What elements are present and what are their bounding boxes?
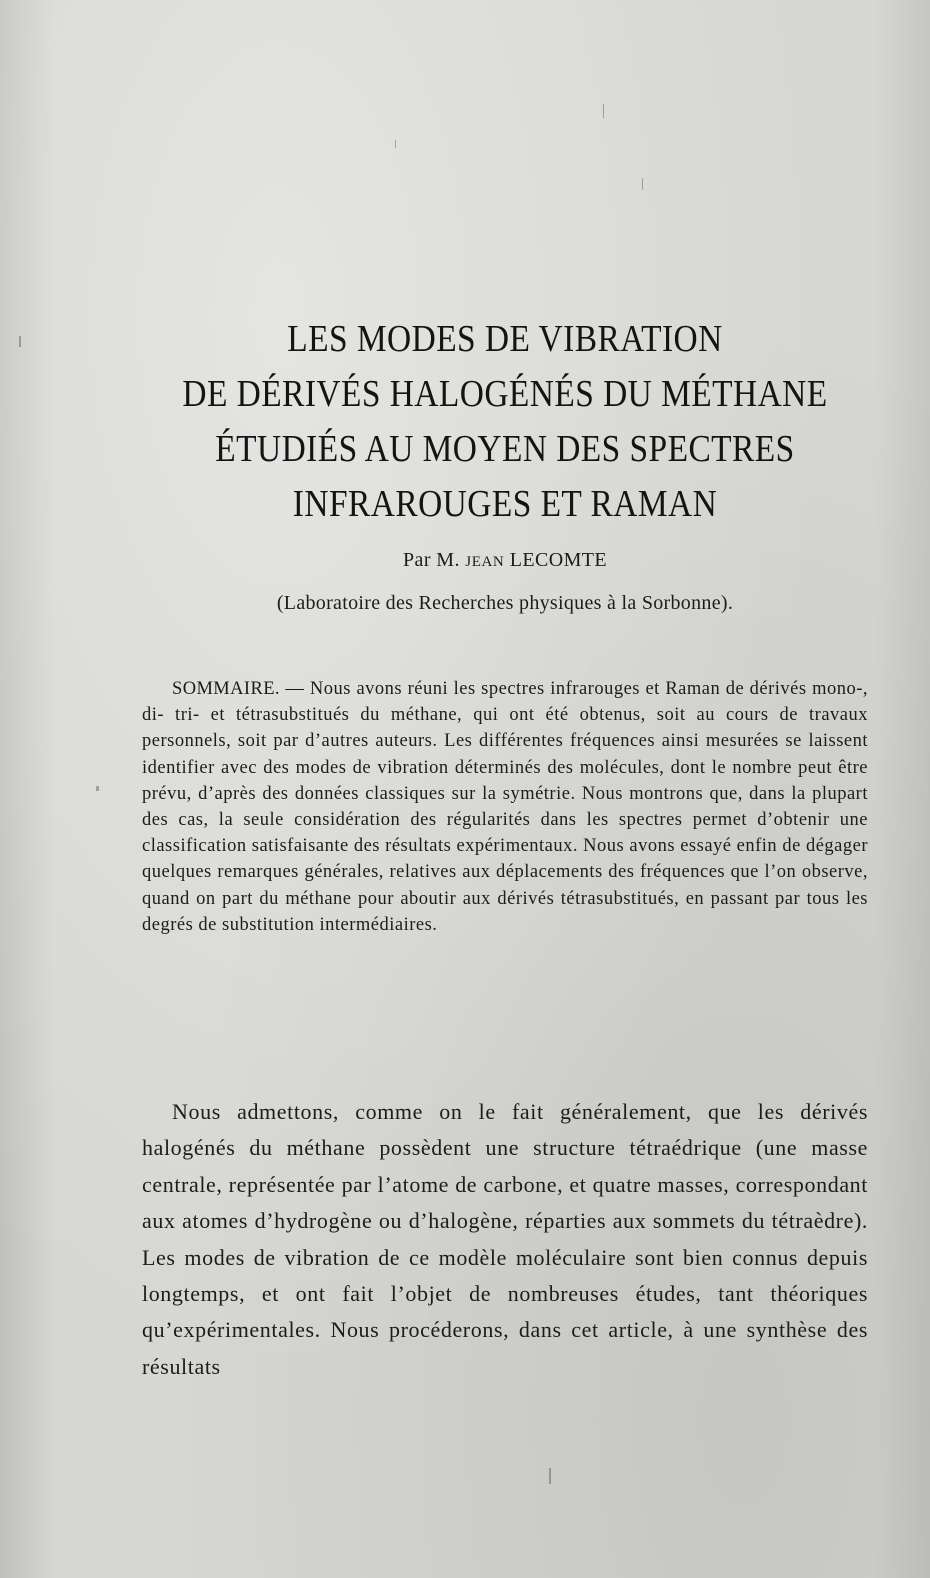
- abstract-dash: —: [279, 679, 310, 699]
- body-paragraph: Nous admettons, comme on le fait généralement, que les dérivés halogénés du méthane possèdent une structure tétraédrique (une masse centrale, représentée par l’atome de carbone, et quatre masses, correspondant aux atomes d’hydrogène ou d’halogène, réparties aux sommets du tétraèdre). Les modes de vibration de ce modèle moléculaire sont bien connus depuis longtemps, et ont fait l’objet de nombreuses études, tant théoriques qu’expérimentales. Nous procéderons, dans cet article, à une synthèse des résultats: [142, 1099, 868, 1379]
- abstract: [142, 676, 868, 938]
- abstract-text: Nous avons réuni les spectres infrarouges et Raman de dérivés mono-, di- tri- et tétrasubstitués du méthane, qui ont été obtenus, soit au cours de travaux personnels, soit par d’autres auteurs. Les différentes fréquences ainsi mesurées se laissent identifier avec des modes de vibration déterminés des molécules, dont le nombre peut être prévu, d’après des données classiques sur la symétrie. Nous montrons que, dans la plupart des cas, la seule considération des régularités dans les spectres permet d’obtenir une classification satisfaisante des résultats expérimentaux. Nous avons essayé enfin de dégager quelques remarques générales, relatives aux déplacements des fréquences que l’on observe, quand on part du méthane pour aboutir aux dérivés tétrasubstitués, en passant par tous les degrés de substitution intermédiaires.: [142, 679, 869, 935]
- title-line-1: LES MODES DE VIBRATION: [287, 318, 723, 360]
- abstract-label: SOMMAIRE.: [172, 679, 280, 699]
- article-title: [166, 312, 844, 532]
- author-affiliation: (Laboratoire des Recherches physiques à la Sorbonne).: [276, 592, 734, 614]
- author-last-name: LECOMTE: [509, 549, 607, 571]
- title-line-3: ÉTUDIÉS AU MOYEN DES SPECTRES: [215, 428, 795, 470]
- author-first-name: JEAN: [465, 554, 505, 570]
- author-byline: [120, 547, 890, 575]
- title-line-2: DE DÉRIVÉS HALOGÉNÉS DU MÉTHANE: [182, 373, 828, 415]
- byline-prefix: Par M.: [403, 549, 460, 571]
- title-line-4: INFRAROUGES ET RAMAN: [292, 483, 718, 525]
